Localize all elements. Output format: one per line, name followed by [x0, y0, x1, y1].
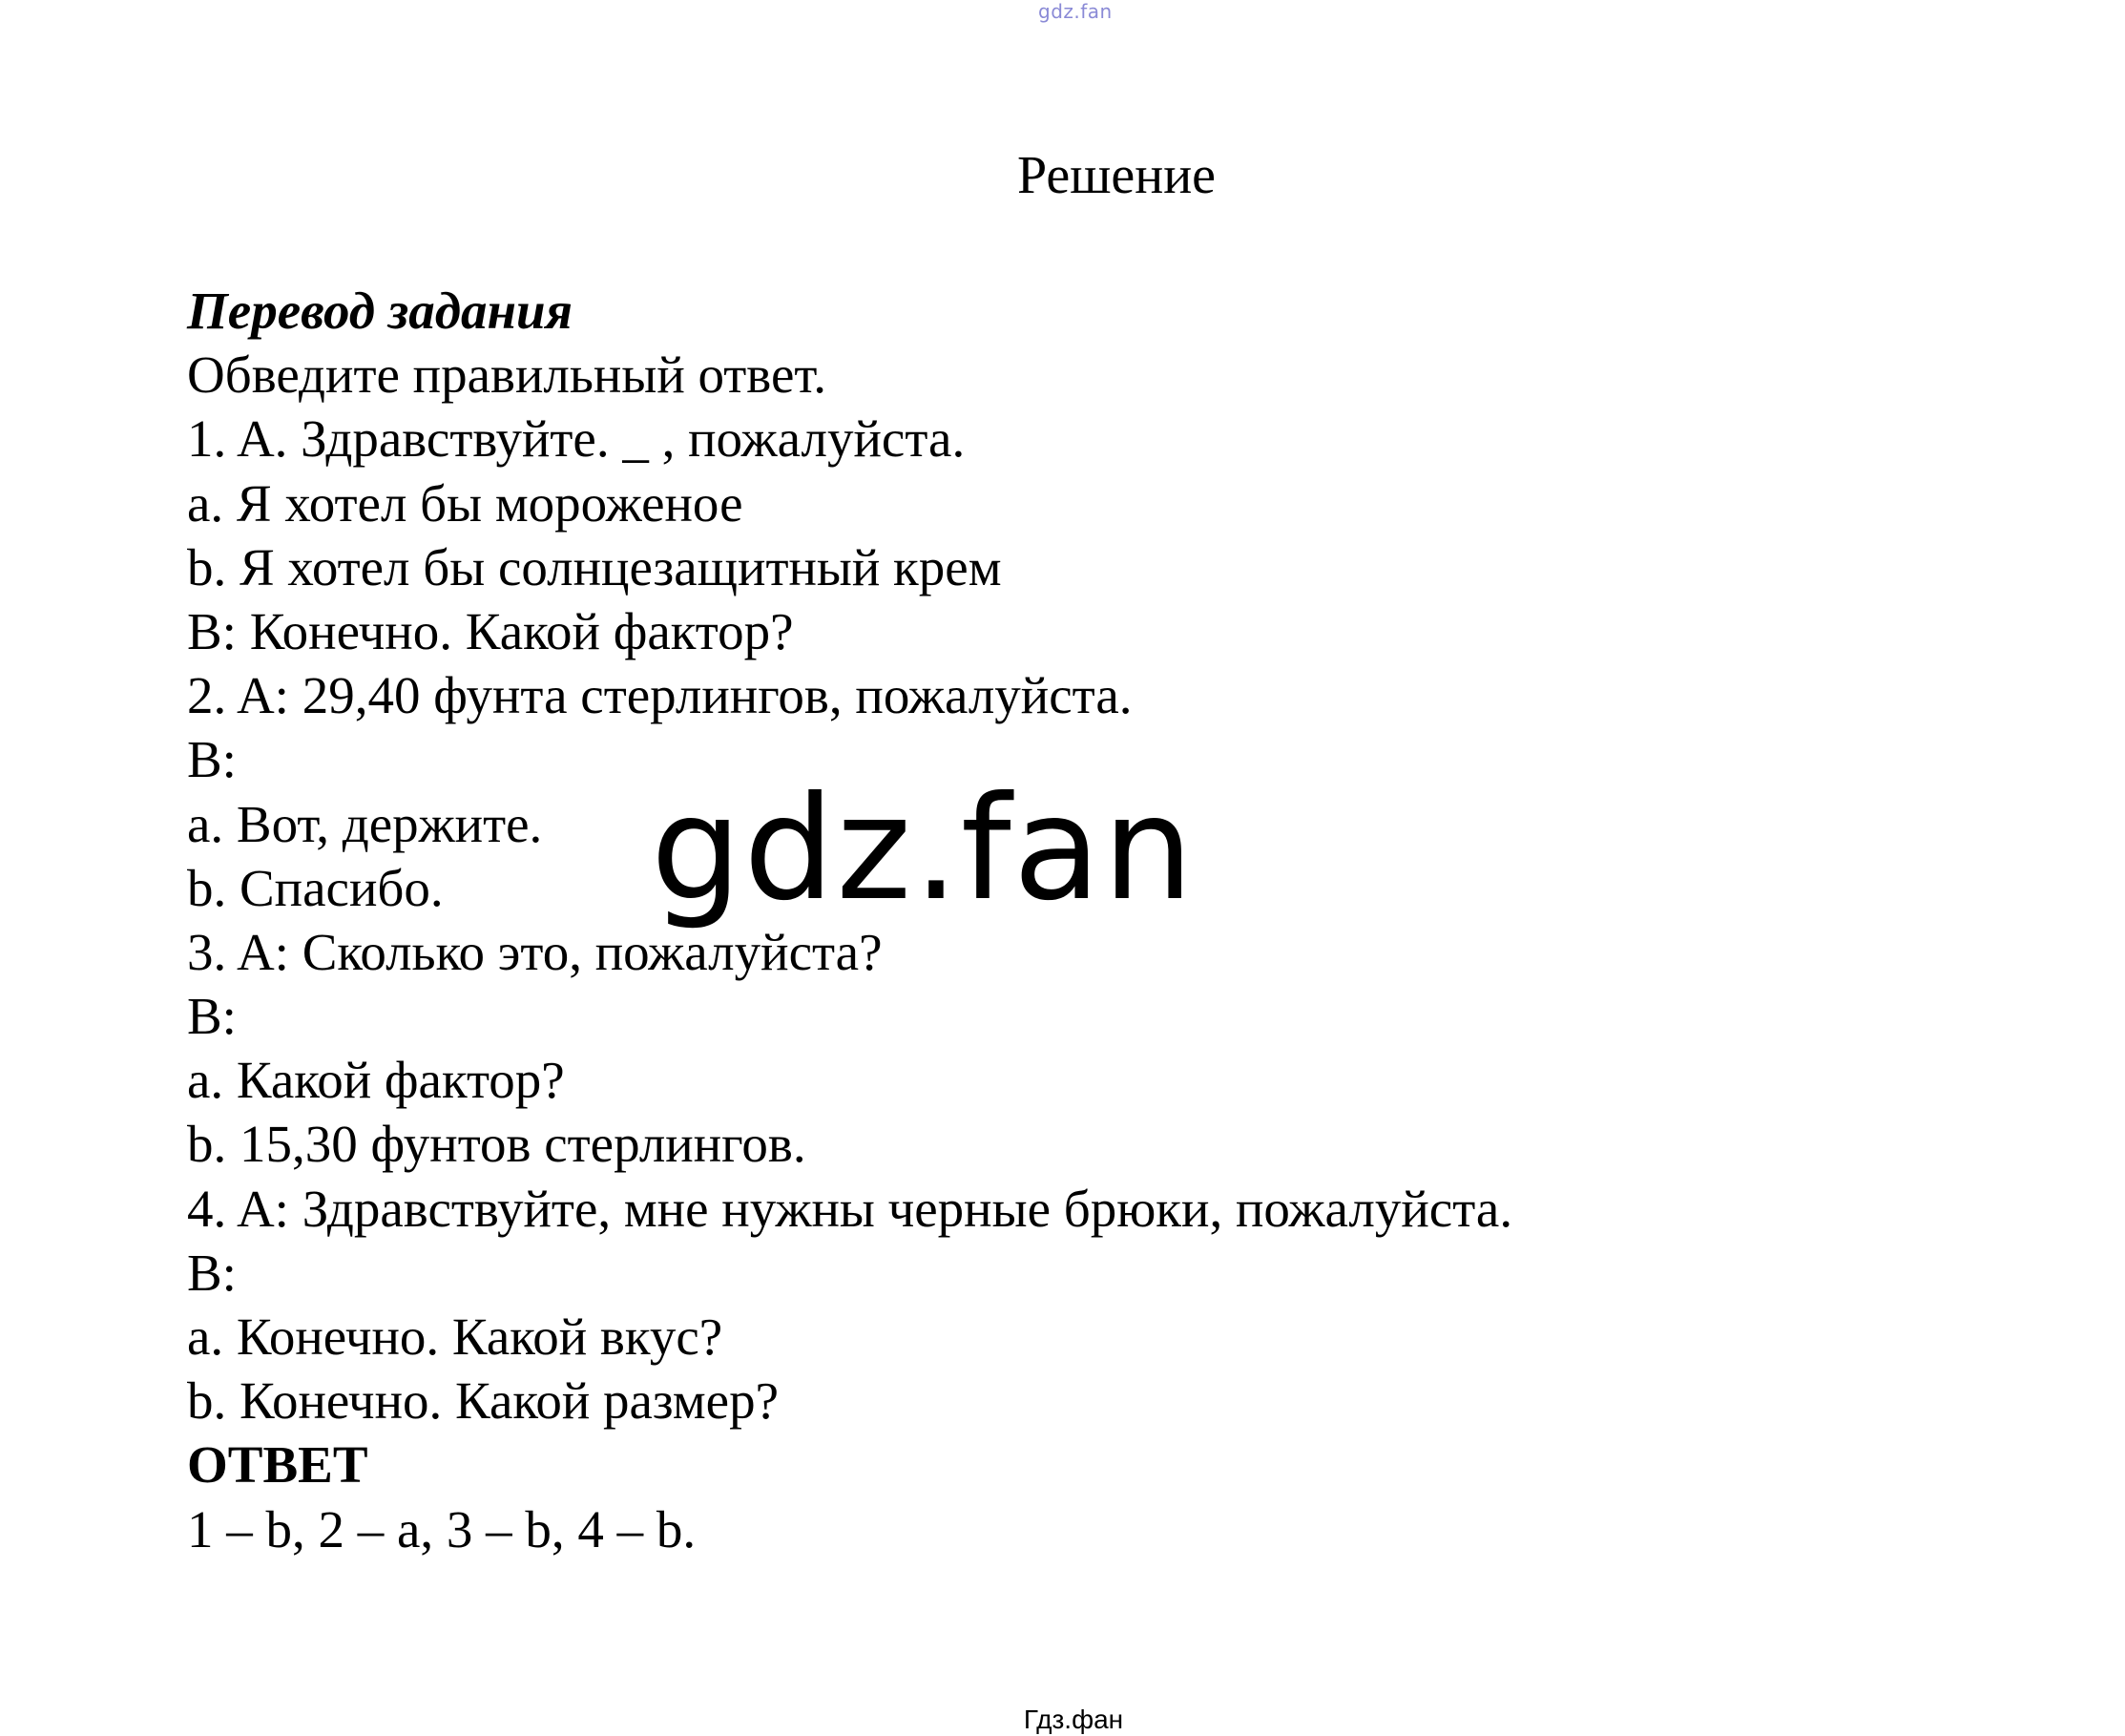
- question-2-option-a: a. Вот, держите.: [187, 794, 543, 853]
- top-watermark: gdz.fan: [1038, 0, 1113, 23]
- question-1-option-b: b. Я хотел бы солнцезащитный крем: [187, 537, 1002, 596]
- translation-heading: Перевод задания: [187, 282, 573, 340]
- question-2-speaker-b: B:: [187, 730, 237, 789]
- page-title: Решение: [1016, 146, 1217, 205]
- instruction-line: Обведите правильный ответ.: [187, 345, 827, 405]
- answer-heading: ОТВЕТ: [187, 1435, 368, 1495]
- question-4-option-a: a. Конечно. Какой вкус?: [187, 1307, 723, 1366]
- question-4-speaker-b: B:: [187, 1243, 237, 1302]
- footer-text: Гдз.фан: [1023, 1705, 1124, 1734]
- question-2-option-b: b. Спасибо.: [187, 858, 444, 917]
- question-2-line: 2. A: 29,40 фунта стерлингов, пожалуйста.: [187, 666, 1133, 725]
- question-3-option-a: a. Какой фактор?: [187, 1051, 565, 1110]
- question-3-option-b: b. 15,30 фунтов стерлингов.: [187, 1115, 806, 1174]
- question-1-line: 1. A. Здравствуйте. _ , пожалуйста.: [187, 409, 966, 469]
- question-1-option-a: a. Я хотел бы мороженое: [187, 473, 743, 533]
- question-3-line: 3. A: Сколько это, пожалуйста?: [187, 922, 883, 981]
- question-3-speaker-b: B:: [187, 987, 237, 1046]
- question-4-option-b: b. Конечно. Какой размер?: [187, 1371, 779, 1431]
- answer-text: 1 – b, 2 – a, 3 – b, 4 – b.: [187, 1499, 697, 1558]
- question-1-response: B: Конечно. Какой фактор?: [187, 601, 794, 660]
- center-watermark: gdz.fan: [651, 766, 1196, 932]
- question-4-line: 4. A: Здравствуйте, мне нужны черные брюки, пожалуйста.: [187, 1179, 1513, 1238]
